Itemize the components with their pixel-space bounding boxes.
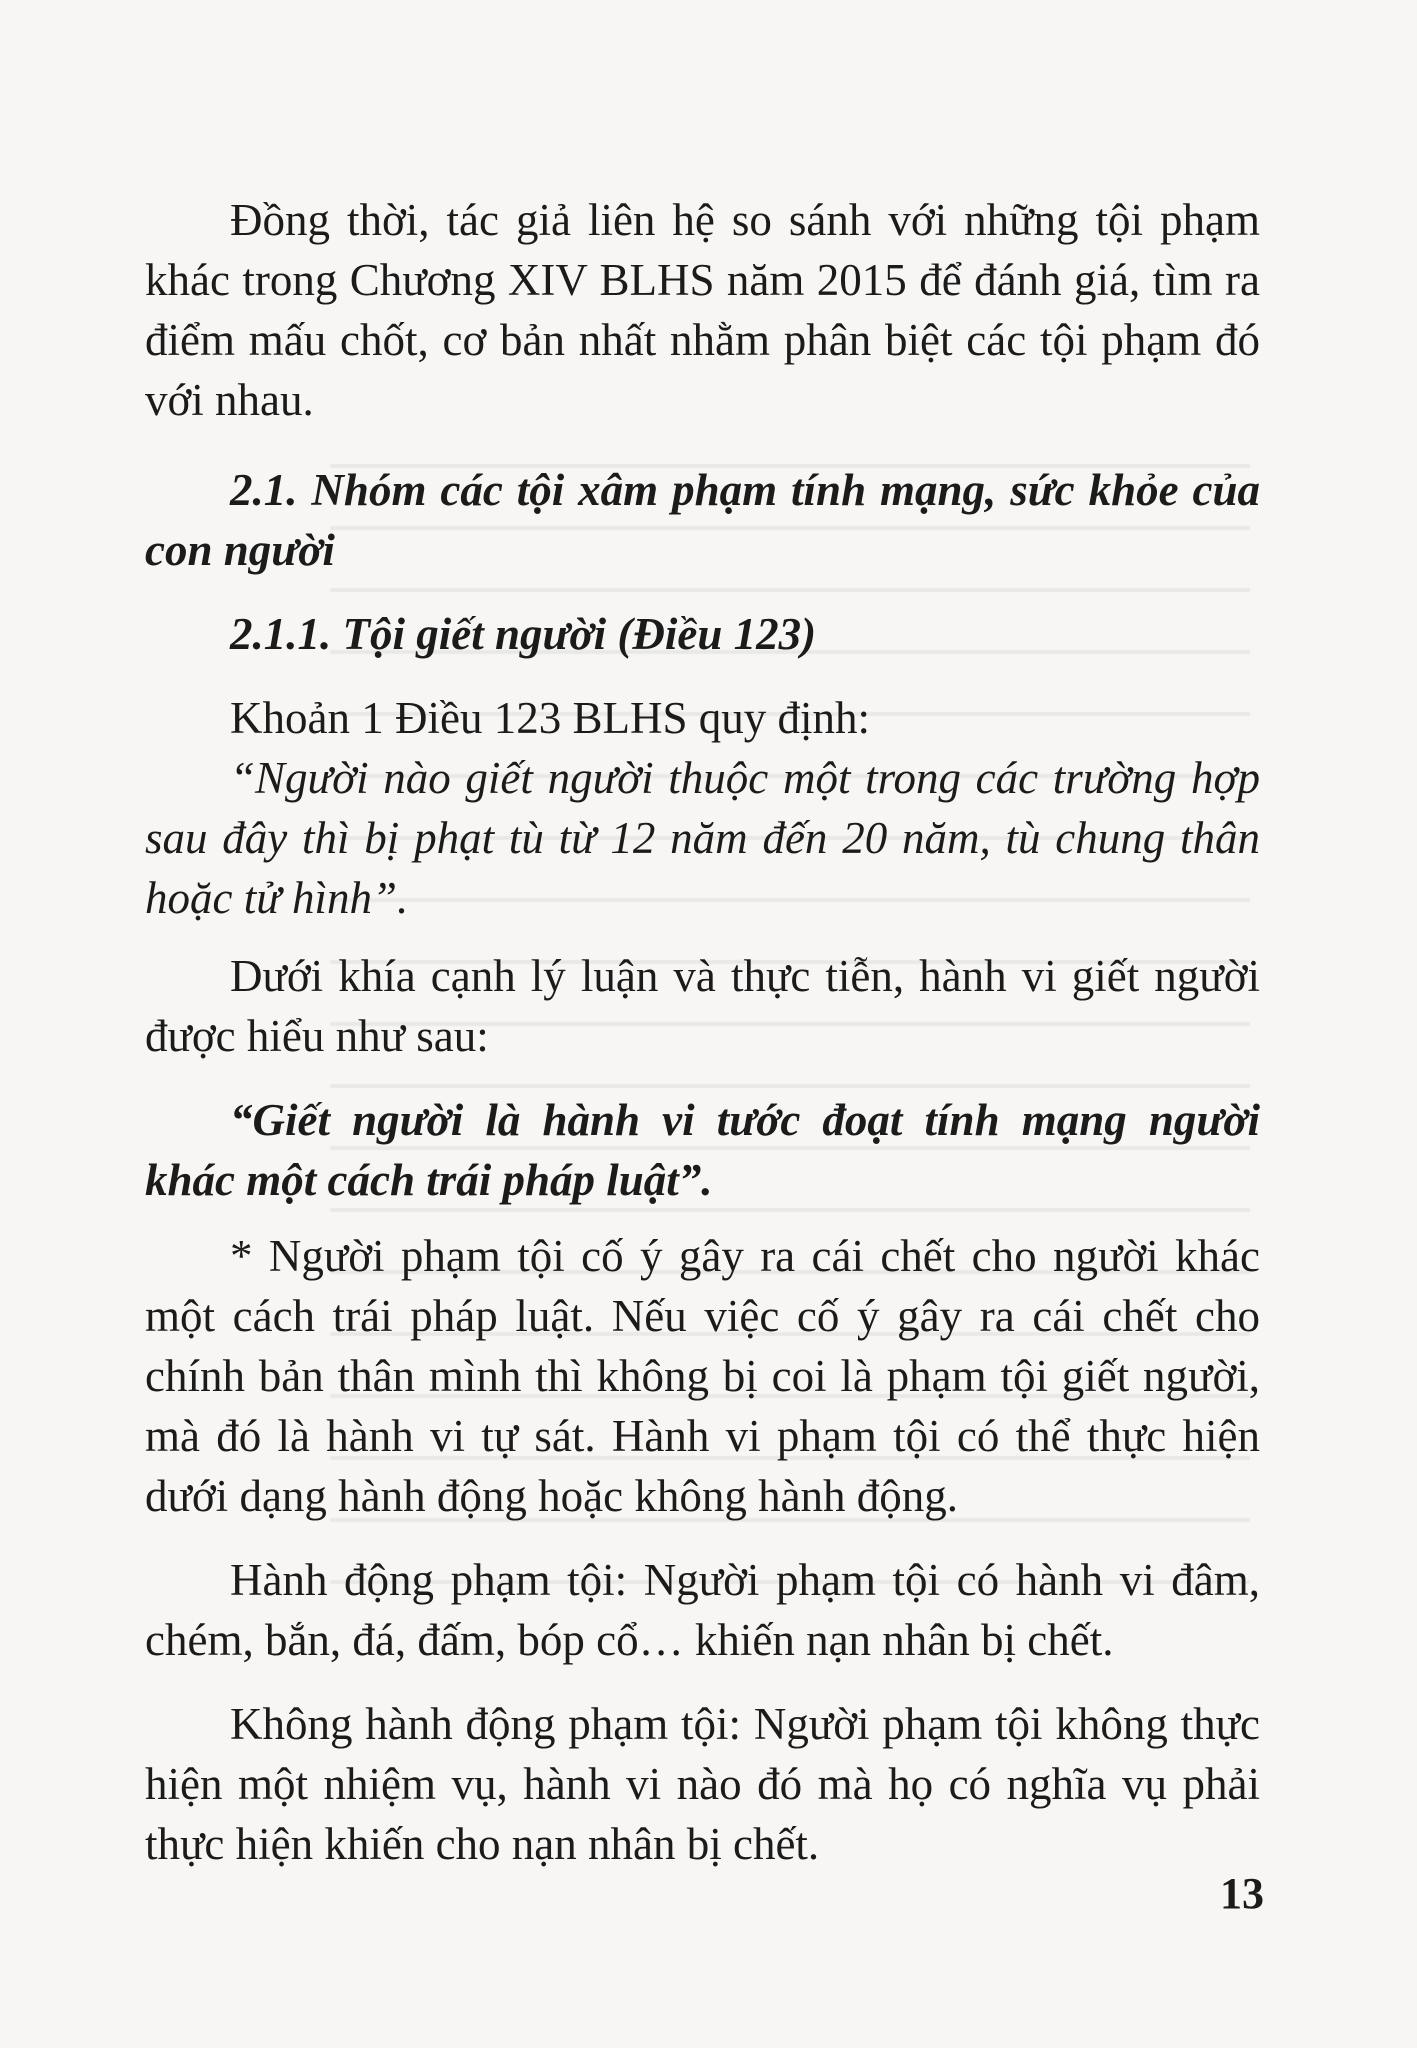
paragraph-star: * Người phạm tội cố ý gây ra cái chết cho người khác một cách trái pháp luật. Nếu việc cố ý gây ra cái chết cho chính bản thân mình thì không bị coi là phạm tội giết người, mà đó là hành vi tự sát. Hành vi phạm tội có thể thực hiện dưới dạng hành động hoặc không hành động. xyxy=(145,1231,1260,1521)
quote-definition: “Giết người là hành vi tước đoạt tính mạng người khác một cách trái pháp luật”. xyxy=(145,1095,1260,1205)
page-content xyxy=(145,190,1260,1874)
quote-article-123: “Người nào giết người thuộc một trong các trường hợp sau đây thì bị phạt tù từ 12 năm đến 20 năm, tù chung thân hoặc tử hình”. xyxy=(145,753,1260,923)
paragraph-action: Hành động phạm tội: Người phạm tội có hành vi đâm, chém, bắn, đá, đấm, bóp cổ… khiến nạn nhân bị chết. xyxy=(145,1555,1260,1665)
heading-2-1-1: 2.1.1. Tội giết người (Điều 123) xyxy=(230,609,817,659)
page-number: 13 xyxy=(1220,1869,1264,1918)
paragraph-inaction: Không hành động phạm tội: Người phạm tội không thực hiện một nhiệm vụ, hành vi nào đó mà họ có nghĩa vụ phải thực hiện khiến cho nạn nhân bị chết. xyxy=(145,1699,1260,1869)
paragraph-intro: Đồng thời, tác giả liên hệ so sánh với những tội phạm khác trong Chương XIV BLHS năm 2015 để đánh giá, tìm ra điểm mấu chốt, cơ bản nhất nhằm phân biệt các tội phạm đó với nhau. xyxy=(145,195,1260,425)
heading-2-1: 2.1. Nhóm các tội xâm phạm tính mạng, sức khỏe của con người xyxy=(145,465,1260,575)
paragraph-law-reference: Khoản 1 Điều 123 BLHS quy định: xyxy=(230,693,870,743)
paragraph-theory: Dưới khía cạnh lý luận và thực tiễn, hành vi giết người được hiểu như sau: xyxy=(145,951,1260,1061)
